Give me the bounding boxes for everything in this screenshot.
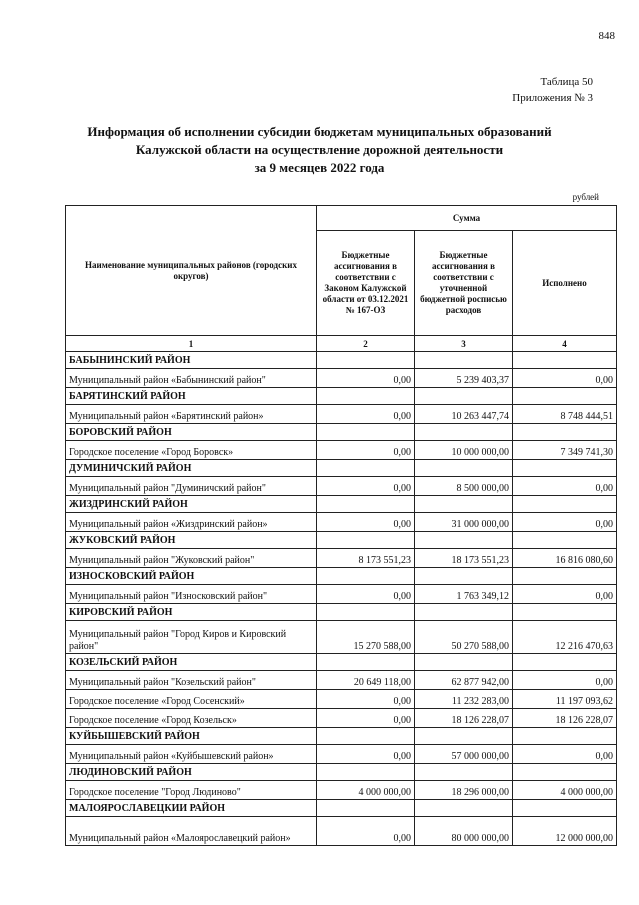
executed-value: 8 748 444,51	[513, 405, 617, 424]
district-name: КИРОВСКИЙ РАЙОН	[66, 604, 317, 621]
empty-cell	[317, 460, 415, 477]
empty-cell	[513, 654, 617, 671]
subsidy-table	[65, 205, 617, 846]
empty-cell	[513, 424, 617, 441]
district-row	[66, 728, 617, 745]
municipality-name: Муниципальный район "Износковский район"	[66, 585, 317, 604]
refined-allocation-value: 62 877 942,00	[415, 671, 513, 690]
district-name: БАБЫНИНСКИЙ РАЙОН	[66, 352, 317, 369]
empty-cell	[415, 352, 513, 369]
municipality-name: Муниципальный район "Город Киров и Кировский район"	[66, 621, 317, 654]
district-name: БАРЯТИНСКИЙ РАЙОН	[66, 388, 317, 405]
title-line: за 9 месяцев 2022 года	[254, 160, 385, 175]
table-row	[66, 441, 617, 460]
column-number: 1	[66, 336, 317, 352]
district-row	[66, 496, 617, 513]
executed-value: 0,00	[513, 671, 617, 690]
executed-value: 0,00	[513, 513, 617, 532]
law-allocation-value: 0,00	[317, 369, 415, 388]
empty-cell	[415, 568, 513, 585]
executed-value: 7 349 741,30	[513, 441, 617, 460]
table-row	[66, 405, 617, 424]
refined-allocation-value: 8 500 000,00	[415, 477, 513, 496]
table-row	[66, 621, 617, 654]
district-name: КОЗЕЛЬСКИЙ РАЙОН	[66, 654, 317, 671]
empty-cell	[513, 496, 617, 513]
law-allocation-value: 20 649 118,00	[317, 671, 415, 690]
executed-value: 0,00	[513, 585, 617, 604]
table-row	[66, 477, 617, 496]
empty-cell	[513, 604, 617, 621]
table-row	[66, 690, 617, 709]
executed-value: 4 000 000,00	[513, 781, 617, 800]
district-row	[66, 764, 617, 781]
column-number: 4	[513, 336, 617, 352]
header-sum: Сумма	[317, 206, 617, 231]
municipality-name: Муниципальный район "Козельский район"	[66, 671, 317, 690]
law-allocation-value: 0,00	[317, 513, 415, 532]
law-allocation-value: 8 173 551,23	[317, 549, 415, 568]
table-row	[66, 585, 617, 604]
empty-cell	[415, 654, 513, 671]
empty-cell	[415, 496, 513, 513]
empty-cell	[513, 352, 617, 369]
empty-cell	[317, 532, 415, 549]
empty-cell	[317, 728, 415, 745]
municipality-name: Городское поселение «Город Козельск»	[66, 709, 317, 728]
law-allocation-value: 0,00	[317, 690, 415, 709]
refined-allocation-value: 18 126 228,07	[415, 709, 513, 728]
appendix-reference: Приложения № 3	[512, 92, 593, 104]
empty-cell	[415, 728, 513, 745]
table-reference: Таблица 50	[540, 76, 593, 88]
refined-allocation-value: 18 173 551,23	[415, 549, 513, 568]
law-allocation-value: 15 270 588,00	[317, 621, 415, 654]
header-refined-allocations: Бюджетные ассигнования в соответствии с уточненной бюджетной росписью расходов	[415, 231, 513, 336]
title-line: Калужской области на осуществление дорожной деятельности	[135, 142, 504, 157]
district-name: КУЙБЫШЕВСКИЙ РАЙОН	[66, 728, 317, 745]
executed-value: 12 000 000,00	[513, 817, 617, 846]
column-number: 2	[317, 336, 415, 352]
refined-allocation-value: 10 000 000,00	[415, 441, 513, 460]
refined-allocation-value: 57 000 000,00	[415, 745, 513, 764]
refined-allocation-value: 10 263 447,74	[415, 405, 513, 424]
table-row	[66, 781, 617, 800]
district-name: МАЛОЯРОСЛАВЕЦКИИ РАЙОН	[66, 800, 317, 817]
district-row	[66, 800, 617, 817]
page-number: 848	[598, 30, 615, 42]
refined-allocation-value: 18 296 000,00	[415, 781, 513, 800]
empty-cell	[415, 424, 513, 441]
municipality-name: Муниципальный район "Думиничский район"	[66, 477, 317, 496]
district-row	[66, 568, 617, 585]
law-allocation-value: 0,00	[317, 709, 415, 728]
law-allocation-value: 0,00	[317, 405, 415, 424]
empty-cell	[415, 460, 513, 477]
empty-cell	[513, 532, 617, 549]
district-name: ЖИЗДРИНСКИЙ РАЙОН	[66, 496, 317, 513]
page-title	[0, 123, 639, 177]
executed-value: 12 216 470,63	[513, 621, 617, 654]
empty-cell	[513, 728, 617, 745]
table-row	[66, 817, 617, 846]
district-name: ИЗНОСКОВСКИЙ РАЙОН	[66, 568, 317, 585]
law-allocation-value: 0,00	[317, 477, 415, 496]
law-allocation-value: 0,00	[317, 585, 415, 604]
executed-value: 18 126 228,07	[513, 709, 617, 728]
district-row	[66, 654, 617, 671]
empty-cell	[317, 424, 415, 441]
municipality-name: Городское поселение "Город Людиново"	[66, 781, 317, 800]
executed-value: 11 197 093,62	[513, 690, 617, 709]
table-row	[66, 549, 617, 568]
table-row	[66, 745, 617, 764]
municipality-name: Муниципальный район «Бабынинский район"	[66, 369, 317, 388]
municipality-name: Муниципальный район «Жиздринский район»	[66, 513, 317, 532]
empty-cell	[513, 800, 617, 817]
district-row	[66, 424, 617, 441]
law-allocation-value: 0,00	[317, 745, 415, 764]
empty-cell	[317, 352, 415, 369]
district-row	[66, 352, 617, 369]
empty-cell	[317, 800, 415, 817]
executed-value: 0,00	[513, 477, 617, 496]
empty-cell	[317, 496, 415, 513]
refined-allocation-value: 5 239 403,37	[415, 369, 513, 388]
table-body	[66, 352, 617, 846]
refined-allocation-value: 11 232 283,00	[415, 690, 513, 709]
empty-cell	[513, 460, 617, 477]
refined-allocation-value: 50 270 588,00	[415, 621, 513, 654]
law-allocation-value: 0,00	[317, 441, 415, 460]
table-row	[66, 709, 617, 728]
header-law-allocations: Бюджетные ассигнования в соответствии с Законом Калужской области от 03.12.2021 № 167-ОЗ	[317, 231, 415, 336]
empty-cell	[317, 388, 415, 405]
refined-allocation-value: 31 000 000,00	[415, 513, 513, 532]
executed-value: 16 816 080,60	[513, 549, 617, 568]
municipality-name: Муниципальный район «Барятинский район»	[66, 405, 317, 424]
executed-value: 0,00	[513, 745, 617, 764]
refined-allocation-value: 80 000 000,00	[415, 817, 513, 846]
empty-cell	[415, 532, 513, 549]
title-line: Информация об исполнении субсидии бюджетам муниципальных образований	[87, 124, 552, 139]
column-number: 3	[415, 336, 513, 352]
municipality-name: Муниципальный район «Куйбышевский район»	[66, 745, 317, 764]
municipality-name: Городское поселение «Город Сосенский»	[66, 690, 317, 709]
empty-cell	[513, 388, 617, 405]
empty-cell	[513, 764, 617, 781]
empty-cell	[317, 654, 415, 671]
district-row	[66, 388, 617, 405]
district-name: ЖУКОВСКИЙ РАЙОН	[66, 532, 317, 549]
units-label: рублей	[572, 192, 599, 202]
district-row	[66, 460, 617, 477]
empty-cell	[317, 604, 415, 621]
empty-cell	[317, 568, 415, 585]
municipality-name: Муниципальный район "Жуковский район"	[66, 549, 317, 568]
district-name: БОРОВСКИЙ РАЙОН	[66, 424, 317, 441]
header-executed: Исполнено	[513, 231, 617, 336]
empty-cell	[513, 568, 617, 585]
municipality-name: Городское поселение «Город Боровск»	[66, 441, 317, 460]
district-name: ЛЮДИНОВСКИЙ РАЙОН	[66, 764, 317, 781]
district-row	[66, 532, 617, 549]
empty-cell	[317, 764, 415, 781]
empty-cell	[415, 388, 513, 405]
executed-value: 0,00	[513, 369, 617, 388]
table-row	[66, 513, 617, 532]
law-allocation-value: 4 000 000,00	[317, 781, 415, 800]
refined-allocation-value: 1 763 349,12	[415, 585, 513, 604]
empty-cell	[415, 604, 513, 621]
header-name: Наименование муниципальных районов (городских округов)	[66, 206, 317, 336]
municipality-name: Муниципальный район «Малоярославецкий район»	[66, 817, 317, 846]
empty-cell	[415, 800, 513, 817]
table-row	[66, 369, 617, 388]
empty-cell	[415, 764, 513, 781]
law-allocation-value: 0,00	[317, 817, 415, 846]
table-row	[66, 671, 617, 690]
district-name: ДУМИНИЧСКИЙ РАЙОН	[66, 460, 317, 477]
district-row	[66, 604, 617, 621]
